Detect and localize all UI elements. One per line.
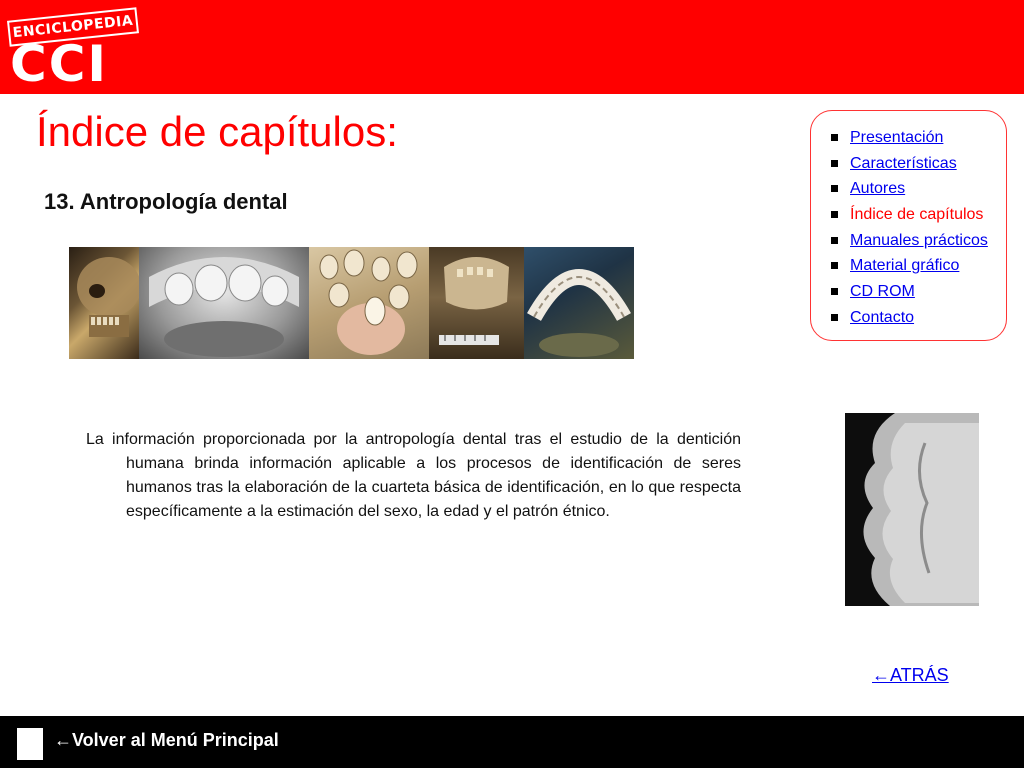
- nav-item: [831, 228, 988, 254]
- jaw-remains-icon: [429, 247, 524, 359]
- teeth-cast-icon: [139, 247, 309, 359]
- header-bar: [0, 0, 1024, 94]
- back-link[interactable]: ←ATRÁS: [872, 665, 949, 685]
- nav-item: [831, 202, 988, 228]
- enciclopedia-cci-logo: [8, 8, 144, 93]
- main-menu-link[interactable]: ←Volver al Menú Principal: [54, 730, 279, 750]
- nav-item: [831, 253, 988, 279]
- loose-teeth-photo: [309, 247, 429, 359]
- nav-link[interactable]: Contacto: [850, 308, 915, 326]
- navigation-menu: [810, 110, 1007, 341]
- nav-item: [831, 151, 988, 177]
- bullet-icon: [831, 211, 838, 218]
- excavated-jaw-photo: [429, 247, 524, 359]
- chapter-description: La información proporcionada por la antropología dental tras el estudio de la dentición humana brinda información aplicable a los procesos de identificación de seres humanos tras la elaboración de la cuarteta básica de identificación, en lo que respecta específicamente a la estimación del sexo, la edad y el patrón étnico.: [86, 431, 741, 520]
- tooth-section-image: [845, 413, 979, 606]
- logo-cci-text: CCI: [10, 35, 108, 93]
- bullet-icon: [831, 185, 838, 192]
- nav-link[interactable]: Material gráfico: [850, 257, 960, 275]
- dental-cast-photo: [139, 247, 309, 359]
- tooth-cross-section-icon: [845, 413, 979, 606]
- skull-shape-icon: [69, 247, 139, 359]
- nav-link[interactable]: Autores: [850, 180, 906, 198]
- bullet-icon: [831, 160, 838, 167]
- bullet-icon: [831, 288, 838, 295]
- nav-link[interactable]: Presentación: [850, 129, 944, 146]
- nav-link[interactable]: CD ROM: [850, 283, 915, 301]
- nav-item: [831, 305, 988, 331]
- skull-photo: [69, 247, 139, 359]
- nav-item: [831, 125, 988, 151]
- nav-item: [831, 176, 988, 202]
- teeth-pile-icon: [309, 247, 429, 359]
- dental-arch-icon: [524, 247, 634, 359]
- bullet-icon: [831, 134, 838, 141]
- dental-photo-strip: [69, 247, 634, 359]
- nav-link[interactable]: Índice de capítulos: [850, 206, 984, 224]
- chapter-title: 13. Antropología dental: [44, 189, 288, 214]
- bullet-icon: [831, 262, 838, 269]
- nav-link[interactable]: Características: [850, 154, 957, 172]
- footer-square-icon: [17, 728, 43, 760]
- navigation-list: [831, 125, 988, 331]
- bullet-icon: [831, 237, 838, 244]
- bullet-icon: [831, 314, 838, 321]
- logo-enciclopedia-text: ENCICLOPEDIA: [7, 7, 139, 46]
- nav-link[interactable]: Manuales prácticos: [850, 231, 988, 249]
- dental-arch-photo: [524, 247, 634, 359]
- page-title: Índice de capítulos:: [36, 108, 398, 155]
- nav-item: [831, 279, 988, 305]
- footer-bar: [0, 716, 1024, 768]
